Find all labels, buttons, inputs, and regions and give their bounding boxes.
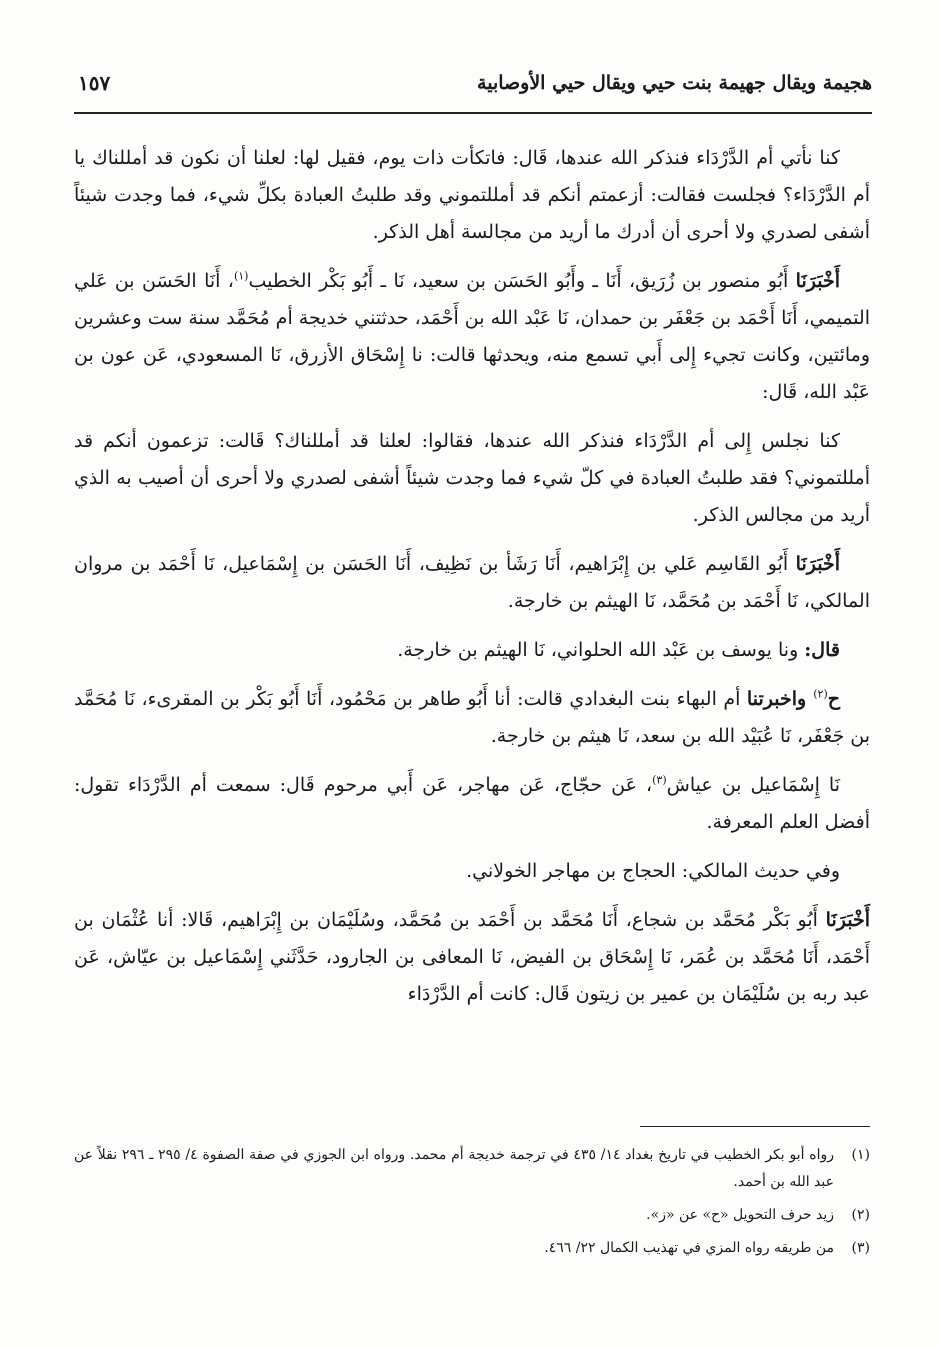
paragraph-3: كنا نجلس إِلى أم الدَّرْدَاء فنذكر الله عندها، فقالوا: لعلنا قد أمللناك؟ قَالت: تزعمون أنكم قد أمللتموني؟ فقد طلبتُ العبادة في كلّ شيء فما وجدت شيئاً أشفى لصدري ولا أحرى أن أصيب به الذي أريد من مجالس الذكر. [74, 430, 870, 526]
running-title: هجيمة ويقال جهيمة بنت حيي ويقال حيي الأوصابية [477, 72, 872, 94]
paragraph-text: ، عَن حجّاج، عَن مهاجر، عَن أَبي مرحوم قَال: سمعت أم الدَّرْدَاء تقول: أفضل العلم المعرفة. [74, 774, 870, 833]
footnote-text: رواه أبو بكر الخطيب في تاريخ بغداد ١٤/ ٤٣٥ في ترجمة خديجة أم محمد. ورواه ابن الجوزي في صفة الصفوة ٤/ ٢٩٥ ـ ٢٩٦ نقلاً عن عبد الله بن أحمد. [74, 1147, 834, 1190]
paragraph-2 [74, 263, 870, 411]
paragraph-text: ، أَنَا الحَسَن بن عَلي التميمي، أَنَا أَحْمَد بن جَعْفَر بن حمدان، نَا عَبْد الله بن أَحْمَد، حدثتني خديجة أم مُحَمَّد سنة ست وعشرين ومائتين، وكانت تجيء إِلى أَبي تسمع منه، ويحدثها قالت: نا إِسْحَاق الأزرق، نَا المسعودي، عَن عون بن عَبْد الله، قَال: [74, 270, 870, 403]
keyword-akhbaratna: واخبرتنا [746, 688, 814, 710]
paragraph-7 [74, 767, 870, 841]
paragraph-text: نَا إِسْمَاعيل بن عياش [666, 774, 840, 796]
paragraph-9 [74, 902, 870, 1013]
paragraph-8: وفي حديث المالكي: الحجاج بن مهاجر الخولاني. [466, 860, 840, 882]
page-header [78, 66, 872, 100]
paragraph-5 [74, 632, 870, 669]
paragraph-text: أم البهاء بنت البغدادي قالت: أنا أَبُو طاهر بن مَحْمُود، أَنَا أَبُو بَكْر بن المقرىء، نَا مُحَمَّد بن جَعْفَر، نَا عُبَيْد الله بن سعد، نَا هيثم بن خارجة. [74, 688, 870, 747]
paragraph-text: ونا يوسف بن عَبْد الله الحلواني، نَا الهيثم بن خارجة. [397, 639, 805, 661]
paragraph-text: أَبُو القَاسِم عَلي بن إِبْرَاهيم، أَنَا رَشَأ بن نَظِيف، أَنَا الحَسَن بن إِسْمَاعيل، نَا أَحْمَد بن مروان المالكي، نَا أَحْمَد بن مُحَمَّد، نَا الهيثم بن خارجة. [74, 553, 870, 612]
footnote-rule [640, 1126, 870, 1127]
paragraph-6 [74, 681, 870, 755]
main-text [74, 140, 870, 1025]
paragraph-1: كنا نأتي أم الدَّرْدَاء فنذكر الله عندها، قَال: فاتكأت ذات يوم، فقيل لها: لعلنا أن نكون قد أمللناك يا أم الدَّرْدَاء؟ فجلست فقالت: أزعمتم أنكم قد أمللتموني وقد طلبتُ العبادة بكلِّ شيء، فما وجدت شيئاً أشفى لصدري ولا أحرى أن أدرك ما أريد من مجالسة أهل الذكر. [74, 147, 870, 243]
paragraph-text: أَبُو بَكْر مُحَمَّد بن شجاع، أَنَا مُحَمَّد بن أَحْمَد بن مُحَمَّد، وسُلَيْمَان بن إِبْرَاهيم، قَالا: أنا عُثْمَان بن أَحْمَد، أَنَا مُحَمَّد بن عُمَر، نَا إِسْحَاق بن الفيض، نَا المعافى بن الجارود، حَدَّثَني إِسْمَاعيل بن عيّاش، عَن عبد ربه بن سُلَيْمَان بن عمير بن زيتون قَال: كانت أم الدَّرْدَاء [74, 909, 870, 1005]
footnotes [74, 1142, 870, 1268]
keyword-qal: قال: [804, 639, 840, 661]
footnote-ref-3: (٣) [652, 773, 667, 787]
footnote-number: (٣) [851, 1240, 870, 1256]
footnote-number: (١) [851, 1147, 870, 1163]
keyword-akhbarana: أَخْبَرَنَا [795, 270, 840, 292]
footnote-ref-1: (١) [233, 269, 249, 283]
header-rule [74, 112, 872, 114]
footnote-number: (٢) [851, 1207, 870, 1223]
paragraph-4 [74, 546, 870, 620]
footnote-3 [74, 1235, 870, 1262]
keyword-akhbarana: أَخْبَرَنَا [795, 553, 840, 575]
footnote-text: من طريقه رواه المزي في تهذيب الكمال ٢٢/ ٤٦٦. [544, 1240, 834, 1256]
keyword-akhbarana: أَخْبَرَنَا [825, 909, 870, 931]
footnote-1 [74, 1142, 870, 1196]
page-number: ١٥٧ [78, 71, 111, 95]
footnote-2 [74, 1202, 870, 1229]
footnote-ref-2: (٢) [813, 687, 828, 701]
footnote-text: زيد حرف التحويل «ح» عن «ز». [646, 1207, 834, 1223]
paragraph-text: أَبُو منصور بن زُرَيق، أَنَا ـ وأَبُو الحَسَن بن سعيد، نَا ـ أَبُو بَكْر الخطيب [248, 270, 796, 292]
tahwil-mark: ح [827, 688, 841, 710]
